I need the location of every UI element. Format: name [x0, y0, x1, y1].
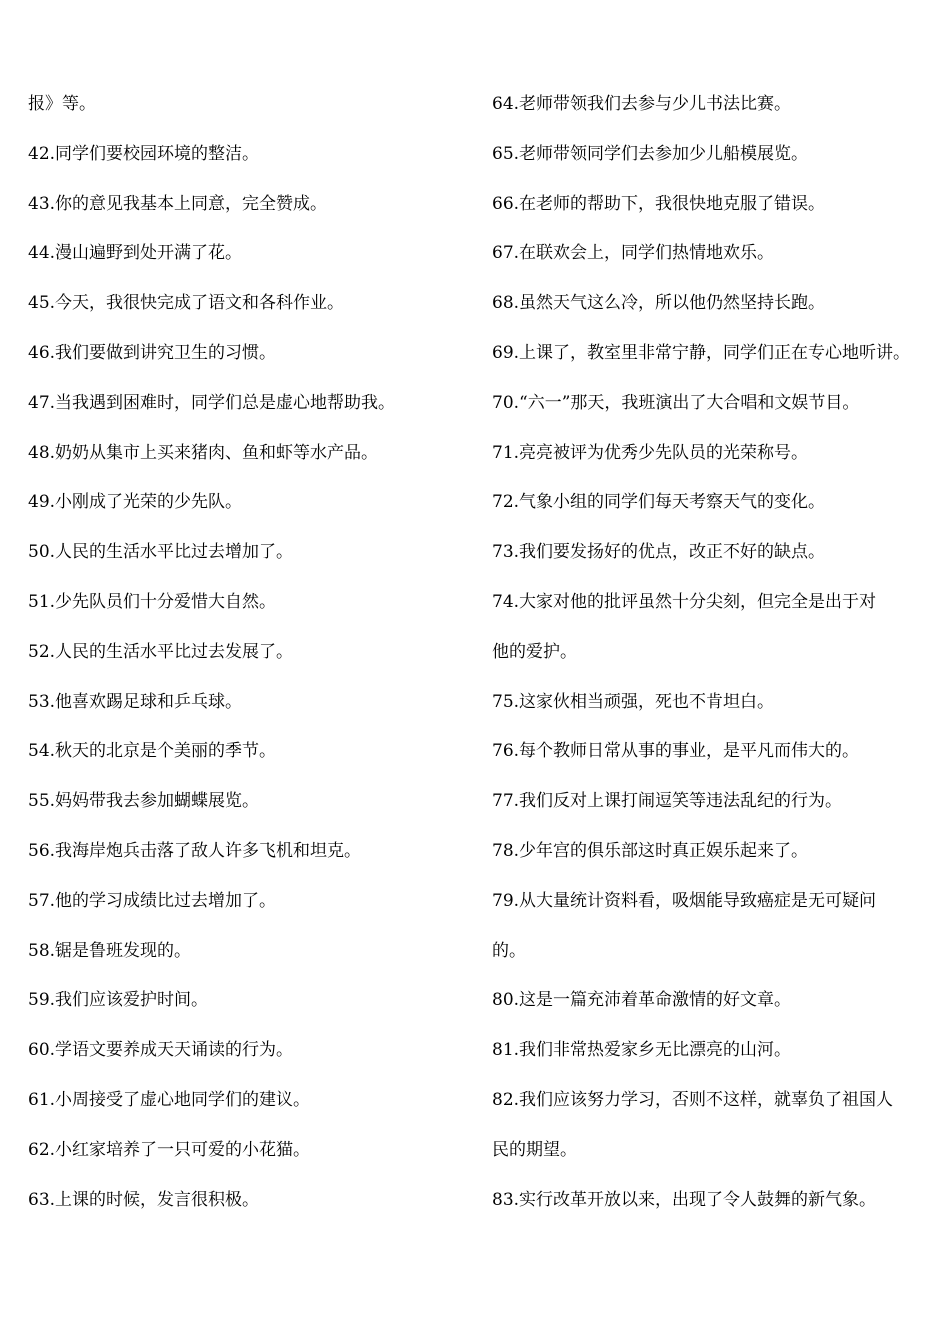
sentence-line: 79.从大量统计资料看，吸烟能导致癌症是无可疑问: [492, 890, 877, 911]
sentence-line: 42.同学们要校园环境的整洁。: [28, 143, 260, 164]
left-column: [28, 80, 468, 1225]
sentence-line: 63.上课的时候，发言很积极。: [28, 1189, 260, 1210]
sentence-line: 73.我们要发扬好的优点，改正不好的缺点。: [492, 542, 826, 563]
right-column: [492, 80, 942, 1225]
sentence-line: 76.每个教师日常从事的事业，是平凡而伟大的。: [492, 741, 860, 762]
sentence-line: 62.小红家培养了一只可爱的小花猫。: [28, 1139, 311, 1160]
sentence-line: 69.上课了，教室里非常宁静，同学们正在专心地听讲。: [492, 342, 911, 363]
sentence-line: 74.大家对他的批评虽然十分尖刻，但完全是出于对: [492, 591, 877, 612]
sentence-line: 他的爱护。: [492, 641, 577, 662]
sentence-line: 54.秋天的北京是个美丽的季节。: [28, 741, 277, 762]
sentence-line: 80.这是一篇充沛着革命激情的好文章。: [492, 990, 792, 1011]
sentence-line: 49.小刚成了光荣的少先队。: [28, 492, 243, 513]
sentence-line: 55.妈妈带我去参加蝴蝶展览。: [28, 791, 260, 812]
sentence-line: 83.实行改革开放以来，出现了令人鼓舞的新气象。: [492, 1189, 877, 1210]
sentence-line: 的。: [492, 940, 526, 961]
sentence-line: 61.小周接受了虚心地同学们的建议。: [28, 1089, 311, 1110]
sentence-line: 45.今天，我很快完成了语文和各科作业。: [28, 293, 345, 314]
sentence-line: 71.亮亮被评为优秀少先队员的光荣称号。: [492, 442, 809, 463]
sentence-line: 70.“六一”那天，我班演出了大合唱和文娱节目。: [492, 392, 860, 413]
sentence-line: 56.我海岸炮兵击落了敌人许多飞机和坦克。: [28, 840, 362, 861]
sentence-line: 77.我们反对上课打闹逗笑等违法乱纪的行为。: [492, 791, 843, 812]
sentence-line: 72.气象小组的同学们每天考察天气的变化。: [492, 492, 826, 513]
sentence-line: 67.在联欢会上，同学们热情地欢乐。: [492, 243, 775, 264]
sentence-line: 52.人民的生活水平比过去发展了。: [28, 641, 294, 662]
sentence-line: 59.我们应该爱护时间。: [28, 990, 209, 1011]
sentence-line: 57.他的学习成绩比过去增加了。: [28, 890, 277, 911]
sentence-line: 民的期望。: [492, 1139, 577, 1160]
sentence-line: 65.老师带领同学们去参加少儿船模展览。: [492, 143, 809, 164]
sentence-line: 81.我们非常热爱家乡无比漂亮的山河。: [492, 1040, 792, 1061]
sentence-line: 82.我们应该努力学习，否则不这样，就辜负了祖国人: [492, 1089, 894, 1110]
sentence-line: 53.他喜欢踢足球和乒乓球。: [28, 691, 243, 712]
sentence-line: 68.虽然天气这么冷，所以他仍然坚持长跑。: [492, 293, 826, 314]
sentence-line: 44.漫山遍野到处开满了花。: [28, 243, 243, 264]
sentence-line: 58.锯是鲁班发现的。: [28, 940, 192, 961]
sentence-line: 43.你的意见我基本上同意，完全赞成。: [28, 193, 328, 214]
sentence-line: 51.少先队员们十分爱惜大自然。: [28, 591, 277, 612]
sentence-line: 50.人民的生活水平比过去增加了。: [28, 542, 294, 563]
sentence-line: 64.老师带领我们去参与少儿书法比赛。: [492, 94, 792, 114]
sentence-line: 47.当我遇到困难时，同学们总是虚心地帮助我。: [28, 392, 396, 413]
sentence-line: 46.我们要做到讲究卫生的习惯。: [28, 342, 277, 363]
sentence-line: 66.在老师的帮助下，我很快地克服了错误。: [492, 193, 826, 214]
sentence-line: 78.少年宫的俱乐部这时真正娱乐起来了。: [492, 840, 809, 861]
sentence-line: 75.这家伙相当顽强，死也不肯坦白。: [492, 691, 775, 712]
sentence-line: 48.奶奶从集市上买来猪肉、鱼和虾等水产品。: [28, 442, 379, 463]
sentence-line: 60.学语文要养成天天诵读的行为。: [28, 1040, 294, 1061]
sentence-line: 报》等。: [28, 94, 96, 114]
